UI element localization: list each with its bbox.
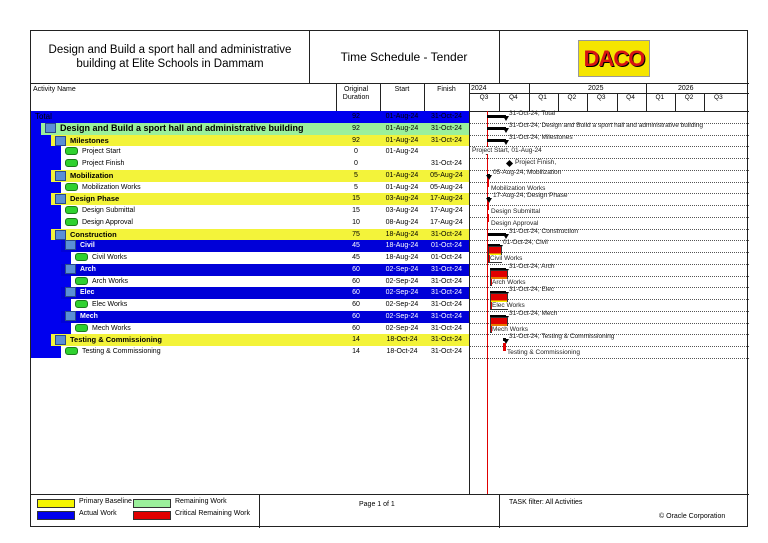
finish-date: 17-Aug-24 xyxy=(430,207,463,214)
start-date: 01-Aug-24 xyxy=(385,124,419,132)
activity-name: Total xyxy=(35,112,52,121)
bar-label: 31-Oct-24, Total xyxy=(509,110,556,117)
activity-bar[interactable] xyxy=(487,179,489,187)
start-date: 03-Aug-24 xyxy=(385,207,419,214)
page-number: Page 1 of 1 xyxy=(359,501,395,508)
legend-remaining-work: Remaining Work xyxy=(175,498,227,505)
gantt-chart xyxy=(470,84,749,494)
bar-label: Project Finish, xyxy=(515,159,557,166)
bar-label: 31-Oct-24, Elec xyxy=(509,286,555,294)
duration: 92 xyxy=(352,113,360,120)
bar-label: Arch Works xyxy=(492,278,526,286)
activity-name: Design Phase xyxy=(70,194,120,204)
activity-bar[interactable] xyxy=(503,343,506,351)
finish-date: 05-Aug-24 xyxy=(430,183,463,191)
activity-bar[interactable] xyxy=(487,214,489,222)
duration: 14 xyxy=(352,348,360,355)
duration: 10 xyxy=(352,218,360,226)
bar-label: Design Approval xyxy=(491,219,539,227)
start-date: 02-Sep-24 xyxy=(385,265,419,273)
bar-label: Project Start, 01-Aug-24 xyxy=(472,147,542,155)
duration: 92 xyxy=(352,124,360,132)
quarter-label: Q1 xyxy=(655,94,665,101)
start-date: 18-Aug-24 xyxy=(385,242,419,250)
duration: 60 xyxy=(352,324,360,332)
activity-row[interactable] xyxy=(31,276,469,288)
bar-label: Civil Works xyxy=(490,255,523,262)
legend-critical-remaining-swatch xyxy=(133,511,171,520)
duration: 45 xyxy=(352,242,360,250)
activity-name: Milestones xyxy=(70,135,109,145)
wbs-folder-icon xyxy=(65,311,76,321)
year-label: 2024 xyxy=(471,85,487,92)
activity-icon xyxy=(75,253,88,261)
bar-label: 31-Oct-24, Milestones xyxy=(509,133,573,141)
activity-icon xyxy=(65,159,78,167)
wbs-folder-icon xyxy=(65,240,76,250)
bar-label: 31-Oct-24, Testing & Commissioning xyxy=(509,333,615,341)
start-date: 18-Aug-24 xyxy=(385,254,419,261)
finish-date: 17-Aug-24 xyxy=(430,195,463,203)
start-date: 01-Aug-24 xyxy=(385,136,419,144)
duration: 60 xyxy=(352,301,360,308)
wbs-folder-icon xyxy=(55,335,66,345)
wbs-folder-icon xyxy=(65,264,76,274)
bar-label: 17-Aug-24, Design Phase xyxy=(493,192,568,200)
activity-icon xyxy=(75,277,88,285)
activity-row[interactable] xyxy=(31,146,469,158)
wbs-folder-icon xyxy=(55,136,66,146)
quarter-label: Q4 xyxy=(626,94,635,101)
legend-actual-work-swatch xyxy=(37,511,75,520)
duration: 0 xyxy=(354,148,358,156)
data-date-line xyxy=(487,111,488,494)
wbs-row[interactable] xyxy=(31,264,469,276)
start-date: 03-Aug-24 xyxy=(385,195,419,203)
bar-label: Elec Works xyxy=(492,302,525,309)
project-title: Design and Build a sport hall and administrative building at Elite Schools in Dammam xyxy=(31,31,310,83)
finish-date: 31-Oct-24 xyxy=(430,289,463,297)
duration: 60 xyxy=(352,277,360,285)
start-date: 01-Aug-24 xyxy=(385,113,419,120)
finish-date: 31-Oct-24 xyxy=(430,160,463,167)
schedule-title: Time Schedule - Tender xyxy=(309,31,500,83)
finish-date xyxy=(424,146,469,158)
legend-critical-remaining: Critical Remaining Work xyxy=(175,510,250,517)
start-date: 18-Oct-24 xyxy=(386,348,418,355)
quarter-label: Q3 xyxy=(596,94,606,101)
wbs-row[interactable] xyxy=(31,170,469,182)
activity-name: Civil xyxy=(80,242,95,250)
activity-name: Elec Works xyxy=(92,301,128,308)
finish-date: 01-Oct-24 xyxy=(430,254,463,261)
activity-row[interactable] xyxy=(31,323,469,335)
wbs-folder-icon xyxy=(45,123,56,133)
milestone-diamond-icon[interactable] xyxy=(506,160,513,167)
finish-date: 17-Aug-24 xyxy=(430,218,463,226)
activity-icon xyxy=(65,206,78,214)
start-date xyxy=(380,158,424,170)
bar-label: 31-Oct-24, Mech xyxy=(509,309,558,317)
company-logo xyxy=(499,31,749,83)
timeline-header xyxy=(470,84,749,111)
wbs-folder-icon xyxy=(55,230,66,240)
quarter-label: Q2 xyxy=(684,94,694,101)
finish-date: 31-Oct-24 xyxy=(430,277,463,285)
activity-name: Design Submittal xyxy=(82,207,135,214)
finish-date: 31-Oct-24 xyxy=(430,312,463,320)
finish-date: 31-Oct-24 xyxy=(430,113,463,120)
duration: 60 xyxy=(352,265,360,273)
start-date: 18-Oct-24 xyxy=(386,336,418,344)
finish-date: 05-Aug-24 xyxy=(430,171,463,179)
duration: 15 xyxy=(352,207,360,214)
activity-name: Design and Build a sport hall and administrative building xyxy=(60,122,304,133)
activity-name: Testing & Commissioning xyxy=(82,348,161,355)
activity-name: Arch xyxy=(80,265,96,273)
bar-label: Mech Works xyxy=(492,325,528,333)
activity-icon xyxy=(65,183,78,191)
activity-name: Civil Works xyxy=(92,254,127,261)
col-finish[interactable]: Finish xyxy=(437,86,456,93)
activity-row[interactable] xyxy=(31,252,469,264)
activity-name: Arch Works xyxy=(92,277,129,285)
finish-date: 31-Oct-24 xyxy=(430,124,463,132)
wbs-row[interactable] xyxy=(31,240,469,252)
activity-row[interactable] xyxy=(31,182,469,194)
activity-name: Project Start xyxy=(82,148,121,156)
bar-label: 05-Aug-24, Mobilization xyxy=(493,168,562,176)
year-label: 2025 xyxy=(588,85,604,92)
start-date: 02-Sep-24 xyxy=(385,301,419,308)
wbs-row[interactable] xyxy=(31,111,469,123)
legend-actual-work: Actual Work xyxy=(79,510,117,517)
finish-date: 31-Oct-24 xyxy=(430,265,463,273)
duration: 5 xyxy=(354,171,358,179)
col-original-duration[interactable]: Original Duration xyxy=(342,86,370,101)
start-date: 02-Sep-24 xyxy=(385,277,419,285)
quarter-label: Q3 xyxy=(479,94,489,101)
duration: 14 xyxy=(352,336,360,344)
wbs-row[interactable] xyxy=(31,334,469,346)
activity-row[interactable] xyxy=(31,217,469,229)
quarter-label: Q1 xyxy=(538,94,547,101)
legend-primary-baseline-swatch xyxy=(37,499,75,508)
wbs-row[interactable] xyxy=(31,123,469,135)
start-date: 08-Aug-24 xyxy=(385,218,419,226)
finish-date: 31-Oct-24 xyxy=(430,230,463,238)
start-date: 02-Sep-24 xyxy=(385,312,419,320)
activity-icon xyxy=(65,218,78,226)
start-date: 02-Sep-24 xyxy=(385,324,419,332)
activity-bar[interactable] xyxy=(487,202,489,210)
activity-name: Mobilization xyxy=(70,170,114,180)
activity-row[interactable] xyxy=(31,299,469,311)
activity-icon xyxy=(75,324,88,332)
wbs-row[interactable] xyxy=(31,135,469,147)
wbs-row[interactable] xyxy=(31,287,469,299)
duration: 45 xyxy=(352,254,360,261)
year-label: 2026 xyxy=(678,85,694,92)
activity-icon xyxy=(75,300,88,308)
task-filter: TASK filter: All Activities xyxy=(509,499,583,506)
activity-name: Elec xyxy=(80,289,95,297)
bar-label: 01-Oct-24, Civil xyxy=(503,239,548,247)
wbs-row[interactable] xyxy=(31,229,469,241)
activity-name: Mech Works xyxy=(92,324,131,332)
start-date: 01-Aug-24 xyxy=(385,148,419,156)
start-date: 02-Sep-24 xyxy=(385,289,419,297)
quarter-label: Q2 xyxy=(567,94,577,101)
activity-name: Design Approval xyxy=(82,218,133,226)
duration: 75 xyxy=(352,230,360,238)
bar-label: Design Submittal xyxy=(491,208,541,215)
activity-name: Mech xyxy=(80,312,98,320)
wbs-row[interactable] xyxy=(31,193,469,205)
legend-remaining-work-swatch xyxy=(133,499,171,508)
bar-label: 31-Oct-24, Construction xyxy=(509,227,579,235)
wbs-row[interactable] xyxy=(31,311,469,323)
col-start[interactable]: Start xyxy=(394,86,410,93)
duration: 92 xyxy=(352,136,360,144)
finish-date: 31-Oct-24 xyxy=(430,336,463,344)
bar-label: Testing & Commissioning xyxy=(507,349,580,356)
wbs-folder-icon xyxy=(55,194,66,204)
duration: 60 xyxy=(352,289,360,297)
finish-date: 31-Oct-24 xyxy=(430,324,463,332)
legend-primary-baseline: Primary Baseline xyxy=(79,498,132,505)
duration: 0 xyxy=(354,160,358,167)
activity-name: Construction xyxy=(70,229,117,239)
activity-row[interactable] xyxy=(31,205,469,217)
finish-date: 31-Oct-24 xyxy=(430,136,463,144)
activity-icon xyxy=(65,347,78,355)
duration: 60 xyxy=(352,312,360,320)
activity-row[interactable] xyxy=(31,158,469,170)
wbs-folder-icon xyxy=(65,287,76,297)
bar-label: 31-Oct-24, Arch xyxy=(509,262,555,270)
duration: 5 xyxy=(354,183,358,191)
activity-row[interactable] xyxy=(31,346,469,358)
finish-date: 01-Oct-24 xyxy=(430,242,463,250)
bar-label: 31-Oct-24, Design and Build a sport hall and administrative building xyxy=(509,121,704,129)
start-date: 01-Aug-24 xyxy=(385,171,419,179)
activity-name: Project Finish xyxy=(82,160,125,167)
finish-date: 31-Oct-24 xyxy=(430,301,463,308)
duration: 15 xyxy=(352,195,360,203)
quarter-label: Q4 xyxy=(508,94,518,101)
schedule-page xyxy=(30,30,748,527)
col-activity-name[interactable]: Activity Name xyxy=(33,86,76,93)
bar-label: Mobilization Works xyxy=(491,184,546,192)
activity-name: Testing & Commissioning xyxy=(70,335,162,345)
start-date: 18-Aug-24 xyxy=(385,230,419,238)
logo-icon: DACO xyxy=(583,45,645,71)
copyright: © Oracle Corporation xyxy=(659,513,726,520)
wbs-folder-icon xyxy=(55,171,66,181)
activity-icon xyxy=(65,147,78,155)
quarter-label: Q3 xyxy=(714,94,723,101)
finish-date: 31-Oct-24 xyxy=(430,348,463,355)
activity-name: Mobilization Works xyxy=(82,183,141,191)
start-date: 01-Aug-24 xyxy=(385,183,419,191)
